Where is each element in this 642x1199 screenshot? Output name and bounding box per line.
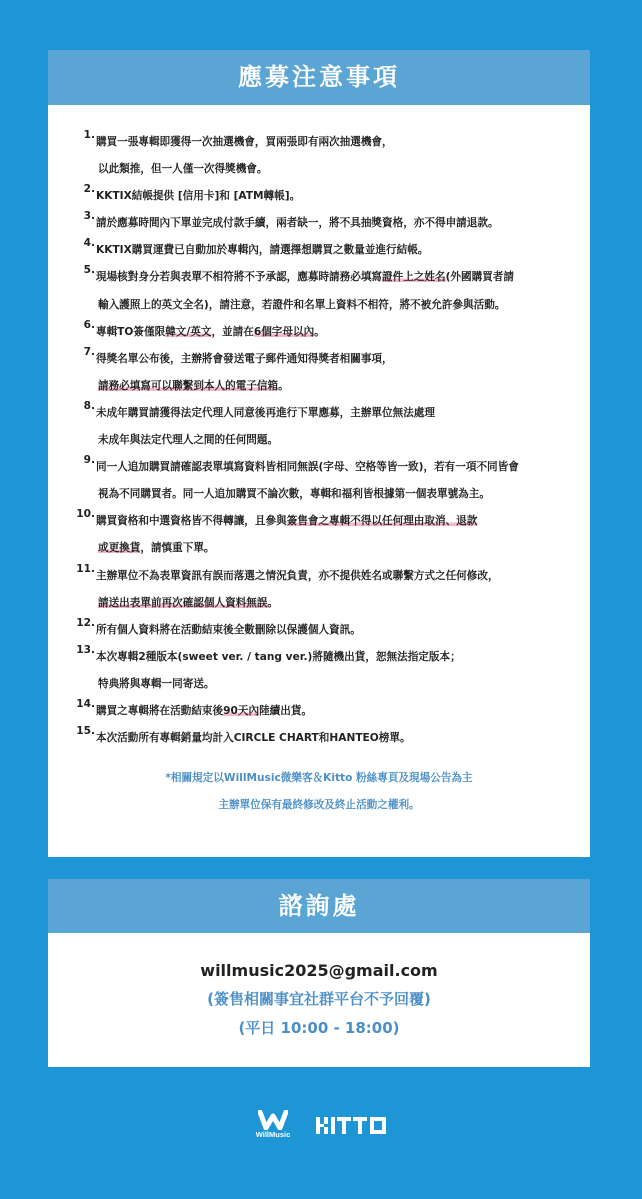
rule-number: 9. [83,454,95,467]
contact-title: 諮詢處 [48,879,590,933]
rule-text [95,400,435,454]
contact-note: (簽售相關事宜社群平台不予回覆) [207,990,431,1008]
rule-number: 5. [83,264,95,277]
rule-number: 11. [76,562,95,575]
rule-item [48,644,590,698]
rule-item [48,129,590,183]
contact-body [48,933,590,1043]
rule-item [48,210,590,237]
rule-line [96,400,435,427]
rule-item [48,346,590,400]
rule-item [48,563,590,617]
rule-number: 1. [83,129,95,141]
rule-number: 3. [83,210,95,223]
highlighted-text: 簽售會之專輯不得以任何理由取消、退款 [286,515,478,528]
rule-text [95,508,477,562]
rule-line [96,617,361,644]
rule-text [95,129,393,183]
rule-text-segment: 輸入護照上的英文全名)，請注意，若證件和名單上資料不相符，將不被允許參與活動。 [98,298,506,311]
rule-text [95,617,361,644]
rule-line [96,481,519,508]
rule-line [96,319,325,346]
notice-card [48,50,590,857]
footnote-line: 主辦單位保有最終修改及終止活動之權利。 [218,799,420,812]
rule-text-segment: 同一人追加購買請確認表單填寫資料皆相同無誤(字母、空格等皆一致)，若有一項不同皆會 [96,461,519,474]
rule-text-segment: 特典將與專輯一同寄送。 [98,677,215,690]
rule-number: 12. [76,616,95,629]
rule-text-segment: ，並請在 [211,325,254,338]
rule-text-segment: 購買資格和中選資格皆不得轉讓，且參與 [96,515,287,528]
rule-number: 4. [83,237,95,250]
rule-line [96,237,428,264]
rule-text [95,346,393,400]
contact-hours: (平日 10:00 - 18:00) [238,1019,400,1037]
rule-text-segment: (外國購買者請 [445,271,514,284]
rule-line [96,129,393,156]
rule-item [48,237,590,264]
kitto-logo [316,1116,392,1136]
rule-line [96,210,499,237]
rule-text [95,210,499,237]
rule-line [96,590,499,617]
willmusic-wordmark: WillMusic [255,1130,291,1139]
notice-title: 應募注意事項 [48,50,590,105]
highlighted-text: 韓文/英文 [165,325,212,338]
rule-text [95,454,519,508]
rule-line [96,373,393,400]
highlighted-text: 90天內 [223,704,260,717]
rule-line [96,346,393,373]
rule-text-segment: 所有個人資料將在活動結束後全數刪除以保護個人資訊。 [96,623,361,636]
rule-text [95,237,428,264]
rule-item [48,454,590,508]
rule-item [48,319,590,346]
rule-text-segment: 視為不同購買者。同一人追加購買不論次數，專輯和福利皆根據第一個表單號為主。 [98,488,490,501]
rule-item [48,617,590,644]
rule-text-segment: 本次活動所有專輯銷量均計入CIRCLE CHART和HANTEO榜單。 [96,732,411,745]
logos [0,1108,642,1148]
rule-text-segment: 未成年購買請獲得法定代理人同意後再進行下單應募，主辦單位無法處理 [96,406,435,419]
contact-card [48,879,590,1067]
rule-text-segment: ，請慎重下單。 [140,542,215,555]
rule-line [96,671,461,698]
rule-line [96,292,514,319]
rule-line [96,454,519,481]
rule-number: 14. [76,697,95,710]
rule-line [96,427,435,454]
rule-item [48,508,590,562]
rule-item [48,264,590,318]
rule-text-segment: 現場核對身分若與表單不相符將不予承認，應募時請務必填寫 [96,271,383,284]
highlighted-text: 請送出表單前再次確認個人資料無誤 [98,596,268,609]
rules-list [48,105,590,752]
rule-text-segment: 。 [267,596,279,609]
rule-text [95,319,325,346]
highlighted-text: 或更換貨 [98,542,141,555]
willmusic-w-icon [258,1110,288,1130]
rule-text [95,563,499,617]
rule-text [95,698,312,725]
rule-text-segment: 。 [278,379,289,392]
rule-text [95,183,300,210]
rule-item [48,725,590,752]
rule-number: 7. [83,345,95,358]
rule-text-segment: KKTIX購買運費已自動加於專輯內，請選擇想購買之數量並進行結帳。 [96,244,429,257]
rule-text-segment: 主辦單位不為表單資訊有誤而落選之情況負責，亦不提供姓名或聯繫方式之任何修改， [96,569,499,582]
rule-line [96,535,477,562]
highlighted-text: 證件上之姓名 [382,271,446,284]
highlighted-text: 請務必填寫可以聯繫到本人的電子信箱 [98,379,279,392]
rule-text-segment: 專輯TO簽僅限 [96,325,166,338]
rule-number: 6. [83,318,95,331]
rule-text [95,264,514,318]
rule-text-segment: 本次專輯2種版本(sweet ver. / tang ver.)將隨機出貨，恕無法指定版本； [96,650,461,663]
rule-text [95,644,461,698]
rule-text-segment: 。 [314,325,325,338]
rule-number: 13. [76,643,95,656]
rule-line [96,698,312,725]
rule-line [96,183,300,210]
footnote-line: *相關規定以WillMusic微樂客＆Kitto 粉絲專頁及現場公告為主 [165,772,473,785]
rule-item [48,400,590,454]
rule-line [96,563,499,590]
contact-email[interactable]: willmusic2025@gmail.com [200,961,438,980]
rule-line [96,725,411,752]
rule-number: 2. [83,183,95,196]
rule-line [96,264,514,291]
rule-text-segment: 以此類推，但一人僅一次得獎機會。 [98,163,268,176]
rule-number: 10. [76,508,95,521]
rule-item [48,183,590,210]
rule-number: 8. [83,399,95,412]
rule-line [96,508,477,535]
rule-item [48,698,590,725]
highlighted-text: 6個字母以內 [253,325,315,338]
rule-text-segment: 陸續出貨。 [259,704,313,717]
rule-text-segment: 請於應募時間內下單並完成付款手續，兩者缺一，將不具抽獎資格，亦不得申請退款。 [96,217,499,230]
rule-text-segment: 購買之專輯將在活動結束後 [96,704,224,717]
rule-text [95,725,411,752]
rule-text-segment: 購買一張專輯即獲得一次抽選機會，買兩張即有兩次抽選機會， [96,136,393,148]
willmusic-logo [250,1108,296,1139]
footnote [48,765,590,819]
rule-line [96,156,393,183]
rule-text-segment: 未成年與法定代理人之間的任何問題。 [98,434,279,447]
rule-number: 15. [76,725,95,738]
rule-line [96,644,461,671]
rule-text-segment: 得獎名單公布後，主辦將會發送電子郵件通知得獎者相關事項， [96,352,393,365]
rule-text-segment: KKTIX結帳提供 [信用卡]和 [ATM轉帳]。 [96,190,301,203]
